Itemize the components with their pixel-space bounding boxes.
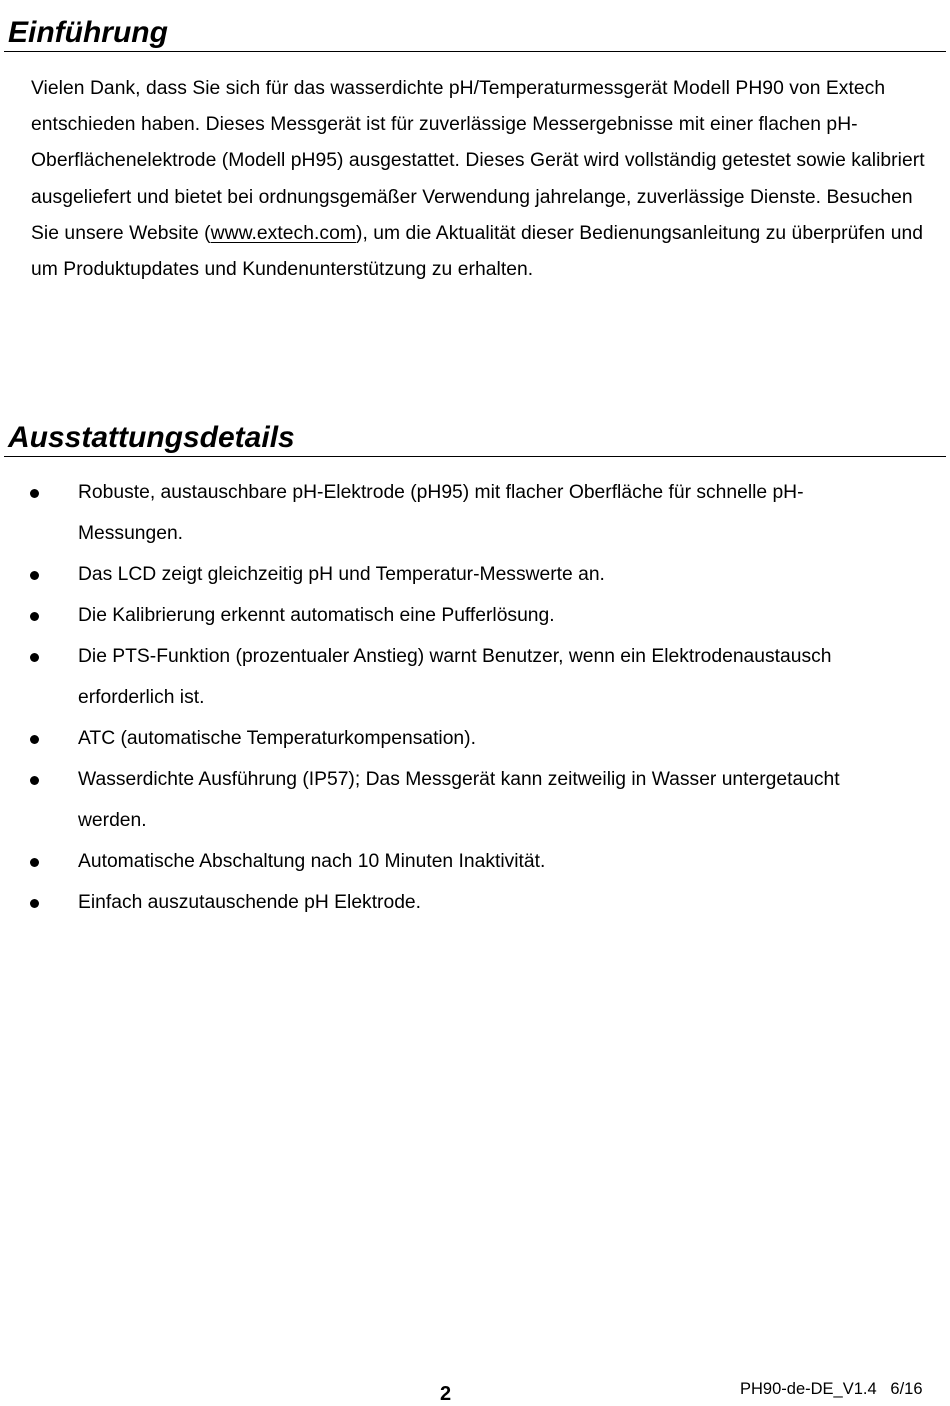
- features-heading: Ausstattungsdetails: [8, 421, 295, 454]
- page-number: 2: [440, 1383, 452, 1405]
- list-item: [0, 718, 908, 759]
- feature-text: Automatische Abschaltung nach 10 Minuten Inaktivität.: [78, 851, 546, 872]
- feature-text: ATC (automatische Temperaturkompensation).: [78, 728, 476, 749]
- feature-text: Die PTS-Funktion (prozentualer Anstieg) warnt Benutzer, wenn ein Elektrodenaustausch erforderlich ist.: [78, 646, 832, 708]
- document-reference: PH90-de-DE_V1.4 6/16: [740, 1380, 923, 1398]
- feature-text: Das LCD zeigt gleichzeitig pH und Temperatur-Messwerte an.: [78, 564, 605, 585]
- list-item: [0, 841, 908, 882]
- bullet-icon: [30, 735, 39, 744]
- bullet-icon: [30, 653, 39, 662]
- list-item: [0, 759, 908, 841]
- bullet-icon: [30, 776, 39, 785]
- list-item: [0, 554, 908, 595]
- feature-list: [0, 472, 940, 923]
- bullet-icon: [30, 858, 39, 867]
- intro-heading-rule: [4, 51, 946, 52]
- feature-text: Die Kalibrierung erkennt automatisch eine Pufferlösung.: [78, 605, 555, 626]
- feature-text: Einfach auszutauschende pH Elektrode.: [78, 892, 421, 913]
- features-heading-rule: [4, 456, 946, 457]
- intro-heading: Einführung: [8, 16, 168, 49]
- bullet-icon: [30, 899, 39, 908]
- list-item: [0, 882, 908, 923]
- intro-text-before-link: Vielen Dank, dass Sie sich für das wasserdichte pH/Temperaturmessgerät Modell PH90 von Extech entschieden haben. Dieses Messgerät ist für zuverlässige Messergebnisse mit einer flachen pH-Oberflächenelektrode (Modell pH95) ausgestattet. Dieses Gerät wird vollständig getestet sowie kalibriert ausgeliefert und bietet bei ordnungsgemäßer Verwendung jahrelange, zuverlässige Dienste. Besuchen Sie unsere Website (: [31, 78, 925, 244]
- list-item: [0, 636, 908, 718]
- bullet-icon: [30, 489, 39, 498]
- bullet-icon: [30, 571, 39, 580]
- intro-paragraph: [31, 71, 936, 288]
- feature-text: Wasserdichte Ausführung (IP57); Das Messgerät kann zeitweilig in Wasser untergetaucht werden.: [78, 769, 840, 831]
- intro-text-after-link: ), um die Aktualität dieser Bedienungsanleitung zu überprüfen und um Produktupdates und Kundenunterstützung zu erhalten.: [31, 222, 924, 281]
- bullet-icon: [30, 612, 39, 621]
- list-item: [0, 595, 908, 636]
- feature-text: Robuste, austauschbare pH-Elektrode (pH95) mit flacher Oberfläche für schnelle pH-Messungen.: [78, 482, 804, 544]
- list-item: [0, 472, 908, 554]
- website-link[interactable]: www.extech.com: [210, 222, 356, 244]
